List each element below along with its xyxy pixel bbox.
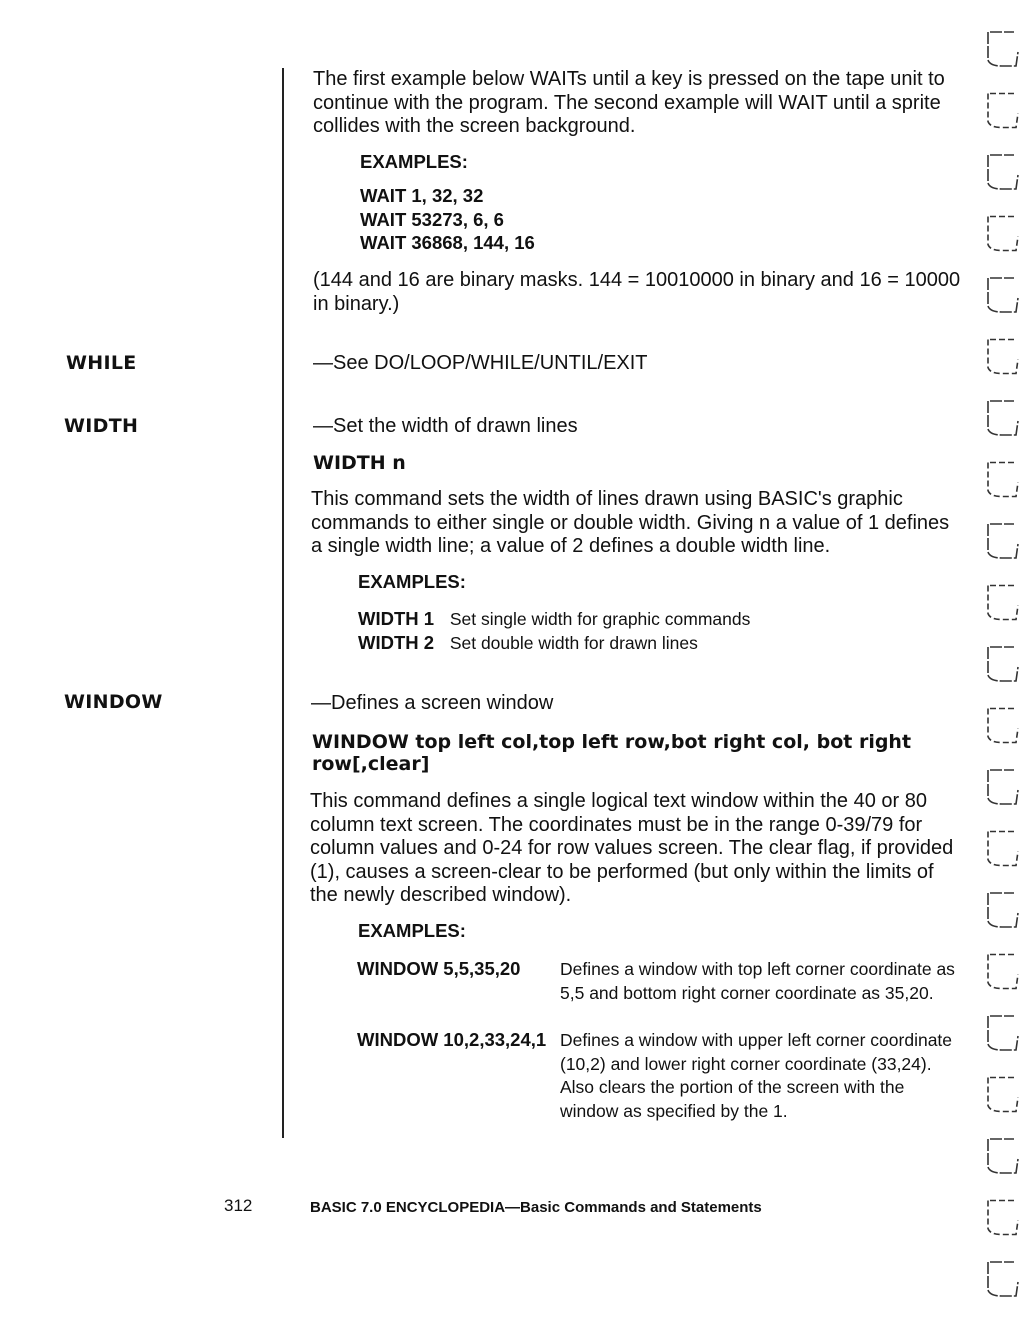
binding-hole (988, 832, 1018, 866)
width-example-row (358, 607, 750, 632)
width-syntax: WIDTH n (313, 452, 406, 474)
binding-hole (988, 155, 1018, 189)
binding-hole (988, 217, 1018, 251)
wait-intro-paragraph: The first example below WAITs until a key is pressed on the tape unit to continue with the program. The second example will WAIT until a sprite collides with the screen background. (313, 68, 945, 137)
wait-examples-block (360, 184, 535, 255)
binding-hole (988, 94, 1018, 128)
binding-hole (988, 32, 1018, 66)
width-example-code: WIDTH 2 (358, 632, 435, 653)
binding-hole (988, 340, 1018, 374)
while-see-also: —See DO/LOOP/WHILE/UNTIL/EXIT (313, 352, 648, 374)
sidehead-width: WIDTH (64, 415, 139, 437)
window-summary: —Defines a screen window (311, 692, 554, 714)
width-example-text: Set double width for drawn lines (449, 633, 698, 653)
page-number: 312 (224, 1196, 253, 1215)
binding-hole (988, 1016, 1018, 1050)
window-example-code: WINDOW 10,2,33,24,1 (357, 1029, 547, 1050)
wait-example-line: WAIT 36868, 144, 16 (360, 232, 535, 253)
binding-hole (988, 524, 1018, 558)
width-summary: —Set the width of drawn lines (313, 415, 578, 437)
wait-binary-note: (144 and 16 are binary masks. 144 = 10010000 in binary and 16 = 10000 in binary.) (313, 269, 961, 315)
binding-hole (988, 647, 1018, 681)
wait-example-line: WAIT 1, 32, 32 (360, 185, 484, 206)
width-description: This command sets the width of lines drawn using BASIC's graphic commands to either single or double width. Giving n a value of 1 defines a single width line; a value of 2 defines a double width line. (311, 488, 950, 557)
binding-hole (988, 1201, 1018, 1235)
width-examples-label: EXAMPLES: (358, 571, 466, 592)
window-example-text: Defines a window with upper left corner coordinate (10,2) and lower right corner coordinate (33,24). Also clears the portion of the screen with the window as specified by the 1. (560, 1030, 953, 1121)
window-examples-label: EXAMPLES: (358, 920, 466, 941)
margin-rule (282, 68, 284, 1138)
binding-hole (988, 1262, 1018, 1296)
binding-hole (988, 955, 1018, 989)
running-footer-title: BASIC 7.0 ENCYCLOPEDIA—Basic Commands and Statements (310, 1199, 762, 1216)
window-example-code: WINDOW 5,5,35,20 (357, 958, 521, 979)
window-description: This command defines a single logical text window within the 40 or 80 column text screen. The coordinates must be in the range 0-39/79 for column values and 0-24 for row values screen. The clear flag, if provided (1), causes a screen-clear to be performed (but only within the limits of the newly described window). (310, 790, 954, 906)
width-example-text: Set single width for graphic commands (449, 609, 751, 629)
window-syntax: WINDOW top left col,top left row,bot right col, bot right row[,clear] (312, 731, 912, 775)
binding-hole (988, 709, 1018, 743)
binding-hole (988, 893, 1018, 927)
binding-hole (988, 770, 1018, 804)
binding-hole (988, 1139, 1018, 1173)
wait-example-line: WAIT 53273, 6, 6 (360, 208, 504, 230)
binding-hole (988, 278, 1018, 312)
spiral-binding-holes (980, 20, 1030, 1320)
binding-hole (988, 1078, 1018, 1112)
sidehead-while: WHILE (66, 352, 137, 374)
binding-hole (988, 586, 1018, 620)
window-example-text: Defines a window with top left corner coordinate as 5,5 and bottom right corner coordinate as 35,20. (560, 959, 955, 1003)
binding-hole (988, 401, 1018, 435)
wait-examples-label: EXAMPLES: (360, 151, 468, 172)
binding-hole (988, 463, 1018, 497)
width-example-row (358, 631, 698, 656)
sidehead-window: WINDOW (64, 691, 163, 713)
width-example-code: WIDTH 1 (358, 608, 435, 629)
